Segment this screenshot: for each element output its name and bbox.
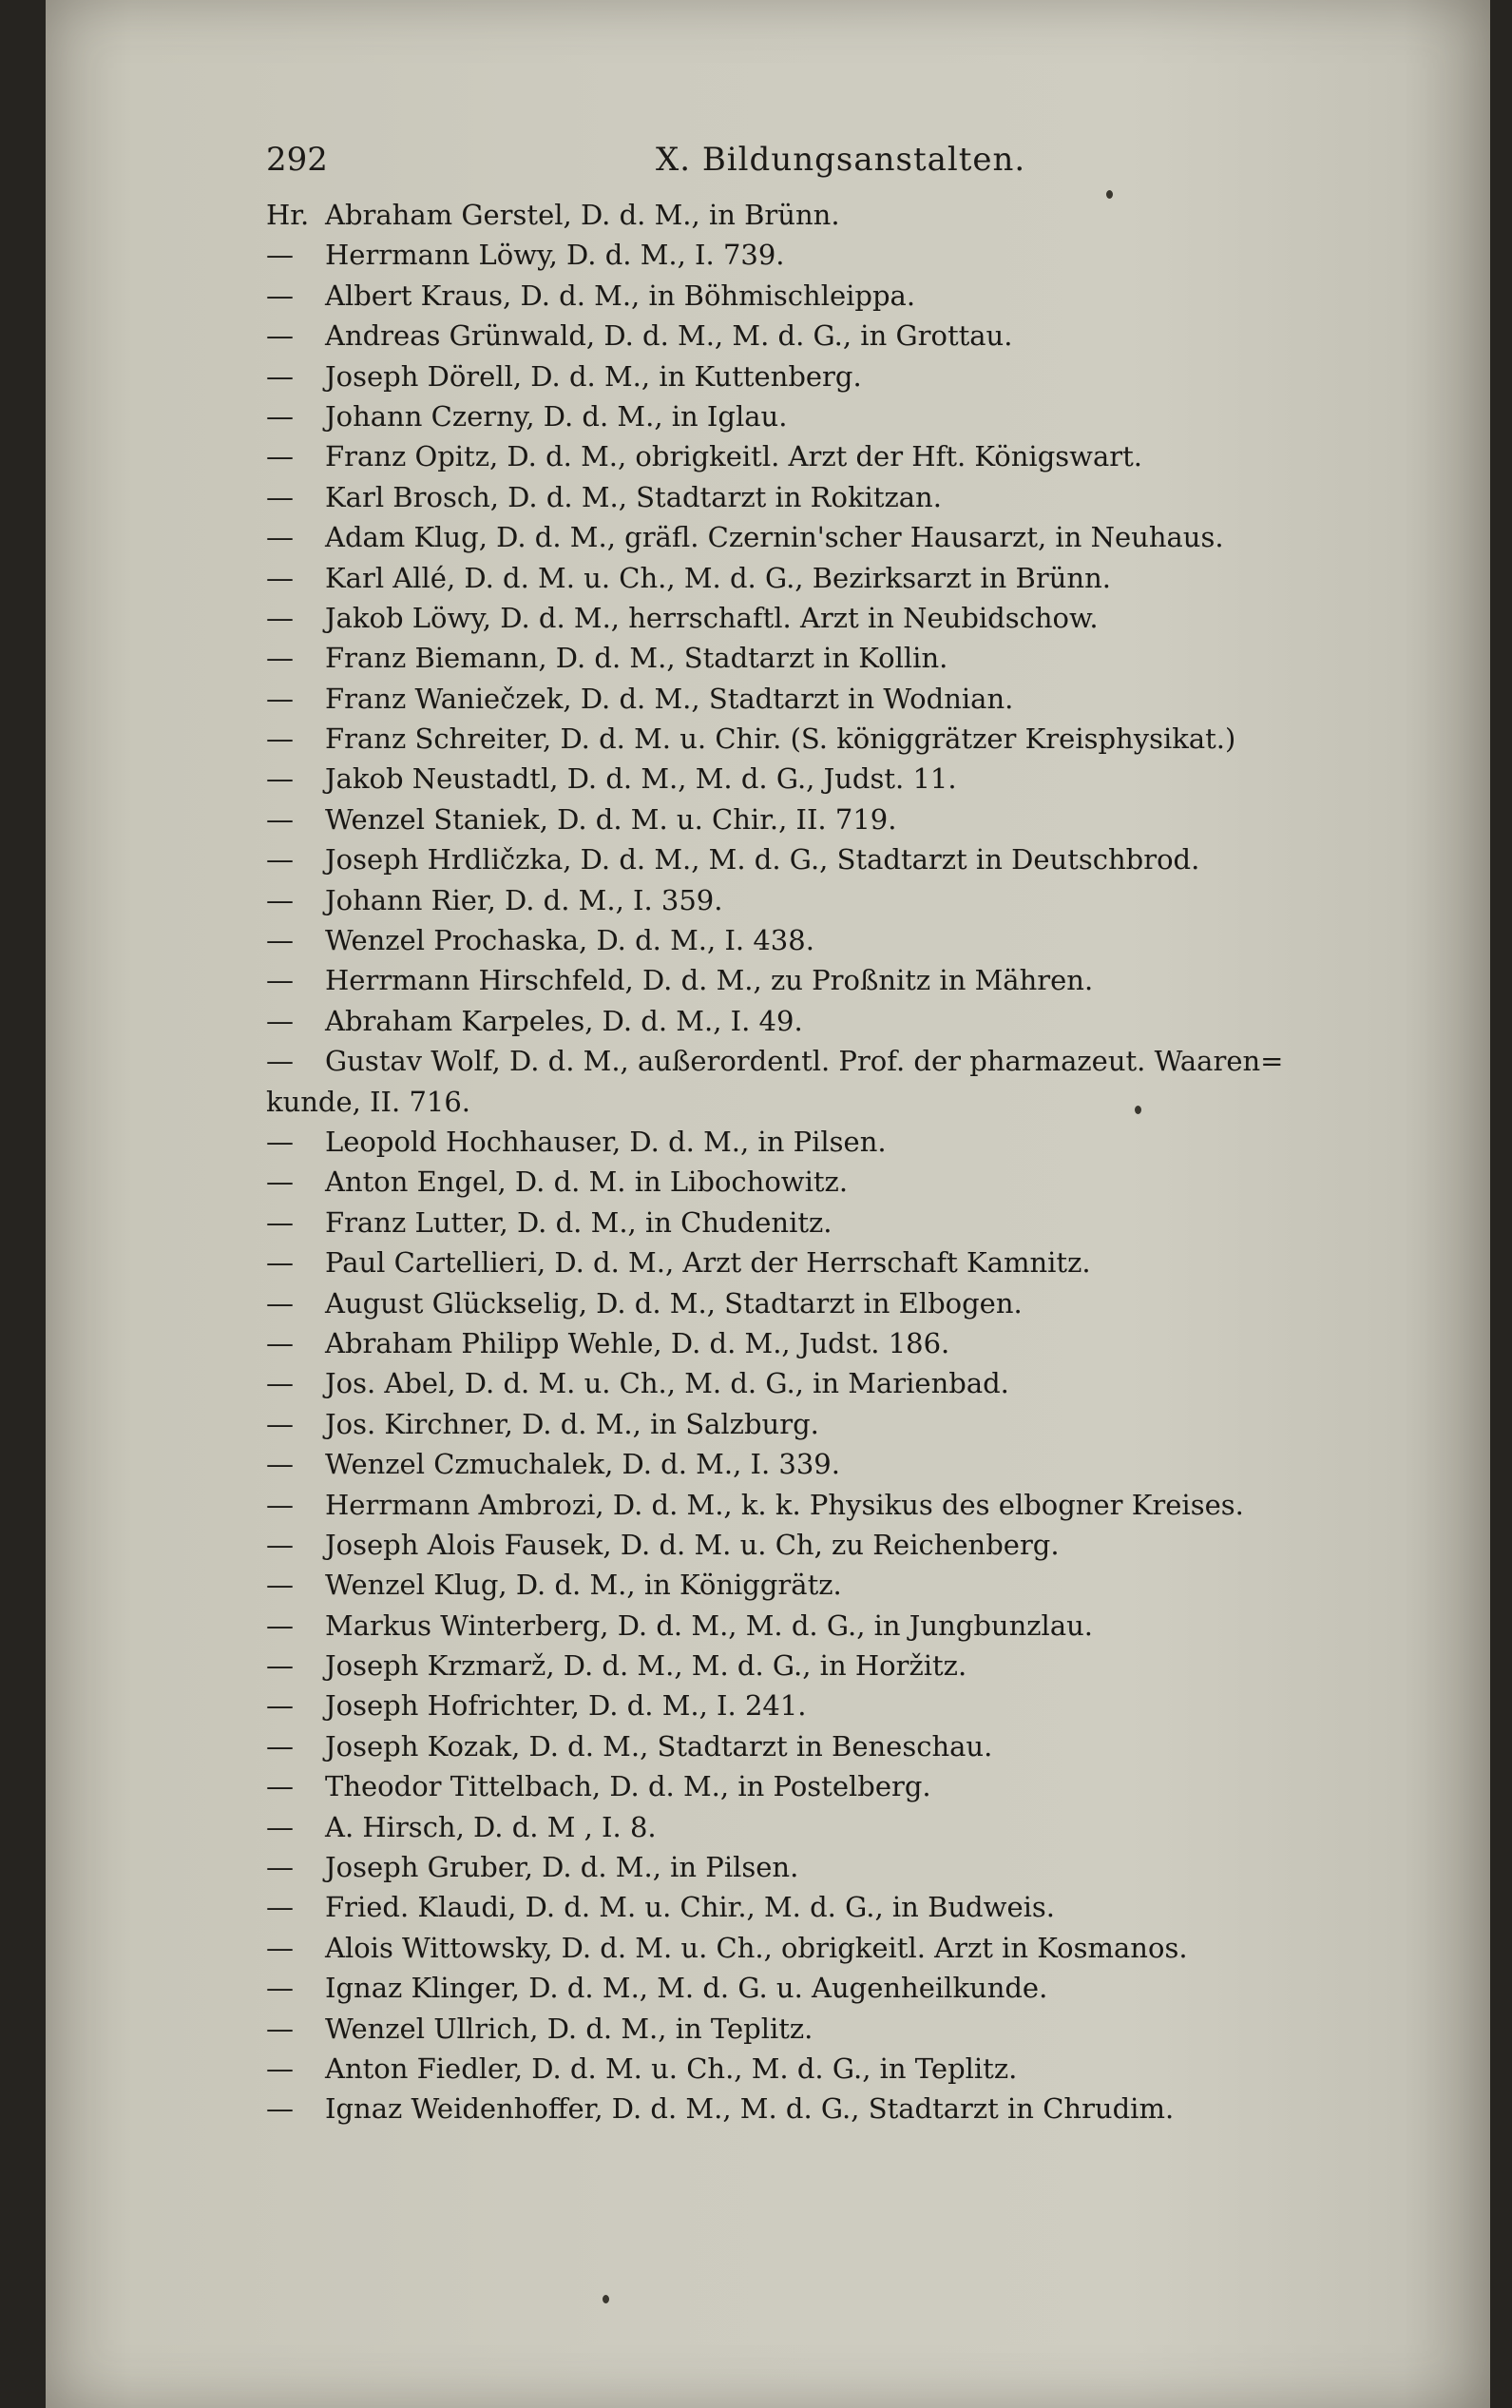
list-item (266, 1646, 1435, 1686)
list-item (266, 396, 1435, 436)
entry-text: Gustav Wolf, D. d. M., außerordentl. Prof. der pharmazeut. Waaren= (325, 1045, 1284, 1078)
list-item (266, 1162, 1435, 1202)
entry-text: Joseph Alois Fausek, D. d. M. u. Ch, zu Reichenberg. (325, 1528, 1060, 1561)
entry-text: Andreas Grünwald, D. d. M., M. d. G., in Grottau. (325, 319, 1013, 353)
entry-continuation: kunde, II. 716. (266, 1085, 471, 1118)
entry-text: August Glückselig, D. d. M., Stadtarzt in Elbogen. (325, 1286, 1023, 1320)
entry-prefix: — (266, 319, 294, 353)
entry-prefix: — (266, 1165, 294, 1199)
list-item (266, 2049, 1435, 2089)
ink-speck (1106, 190, 1113, 199)
physician-list (266, 195, 1435, 2129)
entry-prefix: — (266, 440, 294, 473)
entry-text: Anton Engel, D. d. M. in Libochowitz. (325, 1165, 849, 1199)
list-item (266, 1363, 1435, 1403)
entry-prefix: — (266, 1810, 294, 1843)
entry-text: Wenzel Prochaska, D. d. M., I. 438. (325, 924, 814, 957)
list-item (266, 1766, 1435, 1806)
entry-prefix: — (266, 1770, 294, 1803)
entry-prefix: — (266, 1891, 294, 1924)
entry-text: Wenzel Staniek, D. d. M. u. Chir., II. 719. (325, 802, 897, 836)
entry-text: Alois Wittowsky, D. d. M. u. Ch., obrigkeitl. Arzt in Kosmanos. (325, 1931, 1188, 1964)
list-item (266, 2089, 1435, 2129)
entry-text: Jos. Abel, D. d. M. u. Ch., M. d. G., in Marienbad. (325, 1367, 1009, 1400)
entry-text: Joseph Dörell, D. d. M., in Kuttenberg. (325, 359, 862, 393)
list-item (266, 920, 1435, 960)
list-item (266, 1485, 1435, 1525)
entry-text: Jakob Löwy, D. d. M., herrschaftl. Arzt in Neubidschow. (325, 601, 1099, 634)
entry-text: Leopold Hochhauser, D. d. M., in Pilsen. (325, 1126, 887, 1159)
entry-text: Anton Fiedler, D. d. M. u. Ch., M. d. G., in Teplitz. (325, 2052, 1018, 2085)
entry-prefix: — (266, 1407, 294, 1440)
entry-prefix: — (266, 1126, 294, 1159)
entry-prefix: — (266, 802, 294, 836)
list-item (266, 477, 1435, 517)
list-item (266, 2009, 1435, 2049)
list-item (266, 316, 1435, 356)
entry-prefix: — (266, 1004, 294, 1037)
list-item (266, 799, 1435, 839)
list-item (266, 839, 1435, 879)
entry-prefix: — (266, 561, 294, 594)
list-item (266, 1041, 1435, 1122)
entry-text: Herrmann Löwy, D. d. M., I. 739. (325, 239, 785, 272)
entry-prefix: — (266, 239, 294, 272)
list-item (266, 1686, 1435, 1725)
book-page (46, 0, 1490, 2408)
entry-text: Wenzel Czmuchalek, D. d. M., I. 339. (325, 1448, 840, 1481)
list-item (266, 558, 1435, 598)
list-item (266, 1203, 1435, 1243)
entry-text: Jakob Neustadtl, D. d. M., M. d. G., Judst. 11. (325, 762, 957, 796)
entry-prefix: — (266, 1045, 294, 1078)
list-item (266, 235, 1435, 275)
entry-text: Franz Schreiter, D. d. M. u. Chir. (S. königgrätzer Kreisphysikat.) (325, 722, 1236, 756)
entry-prefix: — (266, 1689, 294, 1723)
entry-prefix: — (266, 682, 294, 715)
list-item (266, 1565, 1435, 1605)
entry-prefix: — (266, 521, 294, 554)
entry-prefix: — (266, 1569, 294, 1602)
entry-text: A. Hirsch, D. d. M , I. 8. (325, 1810, 657, 1843)
entry-prefix: — (266, 1729, 294, 1763)
entry-text: Karl Allé, D. d. M. u. Ch., M. d. G., Bezirksarzt in Brünn. (325, 561, 1111, 594)
entry-prefix: — (266, 2092, 294, 2126)
entry-prefix: — (266, 1246, 294, 1280)
entry-text: Abraham Philipp Wehle, D. d. M., Judst. 186. (325, 1326, 950, 1359)
running-head: X. Bildungsanstalten. (656, 141, 1026, 179)
entry-text: Herrmann Hirschfeld, D. d. M., zu Proßnitz in Mähren. (325, 964, 1094, 997)
entry-text: Fried. Klaudi, D. d. M. u. Chir., M. d. G., in Budweis. (325, 1891, 1055, 1924)
entry-text: Adam Klug, D. d. M., gräfl. Czernin'scher Hausarzt, in Neuhaus. (325, 521, 1224, 554)
list-item (266, 1444, 1435, 1484)
entry-prefix: — (266, 722, 294, 756)
entry-text: Jos. Kirchner, D. d. M., in Salzburg. (325, 1407, 819, 1440)
list-item (266, 960, 1435, 1000)
entry-prefix: — (266, 1972, 294, 2005)
list-item (266, 1887, 1435, 1927)
entry-prefix: — (266, 2052, 294, 2085)
list-item (266, 1525, 1435, 1565)
entry-text: Wenzel Ullrich, D. d. M., in Teplitz. (325, 2012, 813, 2045)
list-item (266, 759, 1435, 799)
entry-text: Abraham Karpeles, D. d. M., I. 49. (325, 1004, 803, 1037)
entry-prefix: Hr. (266, 199, 310, 231)
entry-prefix: — (266, 1286, 294, 1320)
list-item (266, 1968, 1435, 2008)
list-item (266, 1404, 1435, 1444)
list-item (266, 598, 1435, 638)
entry-text: Herrmann Ambrozi, D. d. M., k. k. Physikus des elbogner Kreises. (325, 1488, 1244, 1521)
entry-text: Franz Opitz, D. d. M., obrigkeitl. Arzt der Hft. Königswart. (325, 440, 1143, 473)
list-item (266, 1001, 1435, 1041)
entry-prefix: — (266, 1528, 294, 1561)
list-item (266, 1283, 1435, 1323)
entry-text: Joseph Krzmarž, D. d. M., M. d. G., in Horžitz. (325, 1649, 967, 1683)
entry-text: Franz Waniečzek, D. d. M., Stadtarzt in Wodnian. (325, 682, 1014, 715)
list-item (266, 517, 1435, 557)
entry-prefix: — (266, 642, 294, 675)
list-item (266, 436, 1435, 476)
entry-text: Karl Brosch, D. d. M., Stadtarzt in Rokitzan. (325, 480, 942, 513)
entry-prefix: — (266, 399, 294, 433)
entry-prefix: — (266, 762, 294, 796)
list-item (266, 276, 1435, 316)
entry-text: Johann Czerny, D. d. M., in Iglau. (325, 399, 788, 433)
entry-text: Paul Cartellieri, D. d. M., Arzt der Herrschaft Kamnitz. (325, 1246, 1091, 1280)
entry-prefix: — (266, 883, 294, 916)
entry-prefix: — (266, 1448, 294, 1481)
entry-prefix: — (266, 1609, 294, 1642)
ink-speck (603, 2295, 609, 2303)
list-item (266, 1928, 1435, 1968)
entry-prefix: — (266, 924, 294, 957)
list-item (266, 638, 1435, 678)
list-item (266, 1807, 1435, 1847)
list-item (266, 880, 1435, 920)
entry-text: Franz Biemann, D. d. M., Stadtarzt in Kollin. (325, 642, 948, 675)
list-item (266, 1606, 1435, 1646)
entry-prefix: — (266, 964, 294, 997)
entry-prefix: — (266, 279, 294, 312)
entry-text: Johann Rier, D. d. M., I. 359. (325, 883, 723, 916)
entry-prefix: — (266, 2012, 294, 2045)
page-number: 292 (266, 141, 328, 179)
entry-text: Ignaz Weidenhoffer, D. d. M., M. d. G., Stadtarzt in Chrudim. (325, 2092, 1175, 2126)
list-item (266, 1323, 1435, 1363)
list-item (266, 679, 1435, 719)
entry-text: Joseph Hrdličzka, D. d. M., M. d. G., Stadtarzt in Deutschbrod. (325, 843, 1200, 877)
page-header (266, 141, 1330, 188)
entry-prefix: — (266, 1649, 294, 1683)
entry-prefix: — (266, 480, 294, 513)
entry-text: Ignaz Klinger, D. d. M., M. d. G. u. Augenheilkunde. (325, 1972, 1048, 2005)
entry-prefix: — (266, 1326, 294, 1359)
list-item (266, 356, 1435, 396)
entry-prefix: — (266, 843, 294, 877)
list-item (266, 195, 1435, 235)
entry-text: Joseph Hofrichter, D. d. M., I. 241. (325, 1689, 807, 1723)
list-item (266, 1243, 1435, 1282)
list-item (266, 1847, 1435, 1887)
entry-text: Joseph Kozak, D. d. M., Stadtarzt in Beneschau. (325, 1729, 993, 1763)
entry-prefix: — (266, 601, 294, 634)
entry-prefix: — (266, 1488, 294, 1521)
entry-text: Franz Lutter, D. d. M., in Chudenitz. (325, 1205, 833, 1239)
ink-speck (1135, 1106, 1141, 1114)
list-item (266, 1122, 1435, 1162)
list-item (266, 719, 1435, 759)
entry-prefix: — (266, 1205, 294, 1239)
entry-prefix: — (266, 1931, 294, 1964)
entry-text: Markus Winterberg, D. d. M., M. d. G., in Jungbunzlau. (325, 1609, 1094, 1642)
entry-text: Theodor Tittelbach, D. d. M., in Postelberg. (325, 1770, 931, 1803)
entry-text: Wenzel Klug, D. d. M., in Königgrätz. (325, 1569, 842, 1602)
entry-text: Joseph Gruber, D. d. M., in Pilsen. (325, 1851, 799, 1884)
entry-text: Abraham Gerstel, D. d. M., in Brünn. (325, 199, 840, 231)
list-item (266, 1726, 1435, 1766)
entry-prefix: — (266, 1851, 294, 1884)
entry-text: Albert Kraus, D. d. M., in Böhmischleippa. (325, 279, 916, 312)
entry-prefix: — (266, 359, 294, 393)
entry-prefix: — (266, 1367, 294, 1400)
